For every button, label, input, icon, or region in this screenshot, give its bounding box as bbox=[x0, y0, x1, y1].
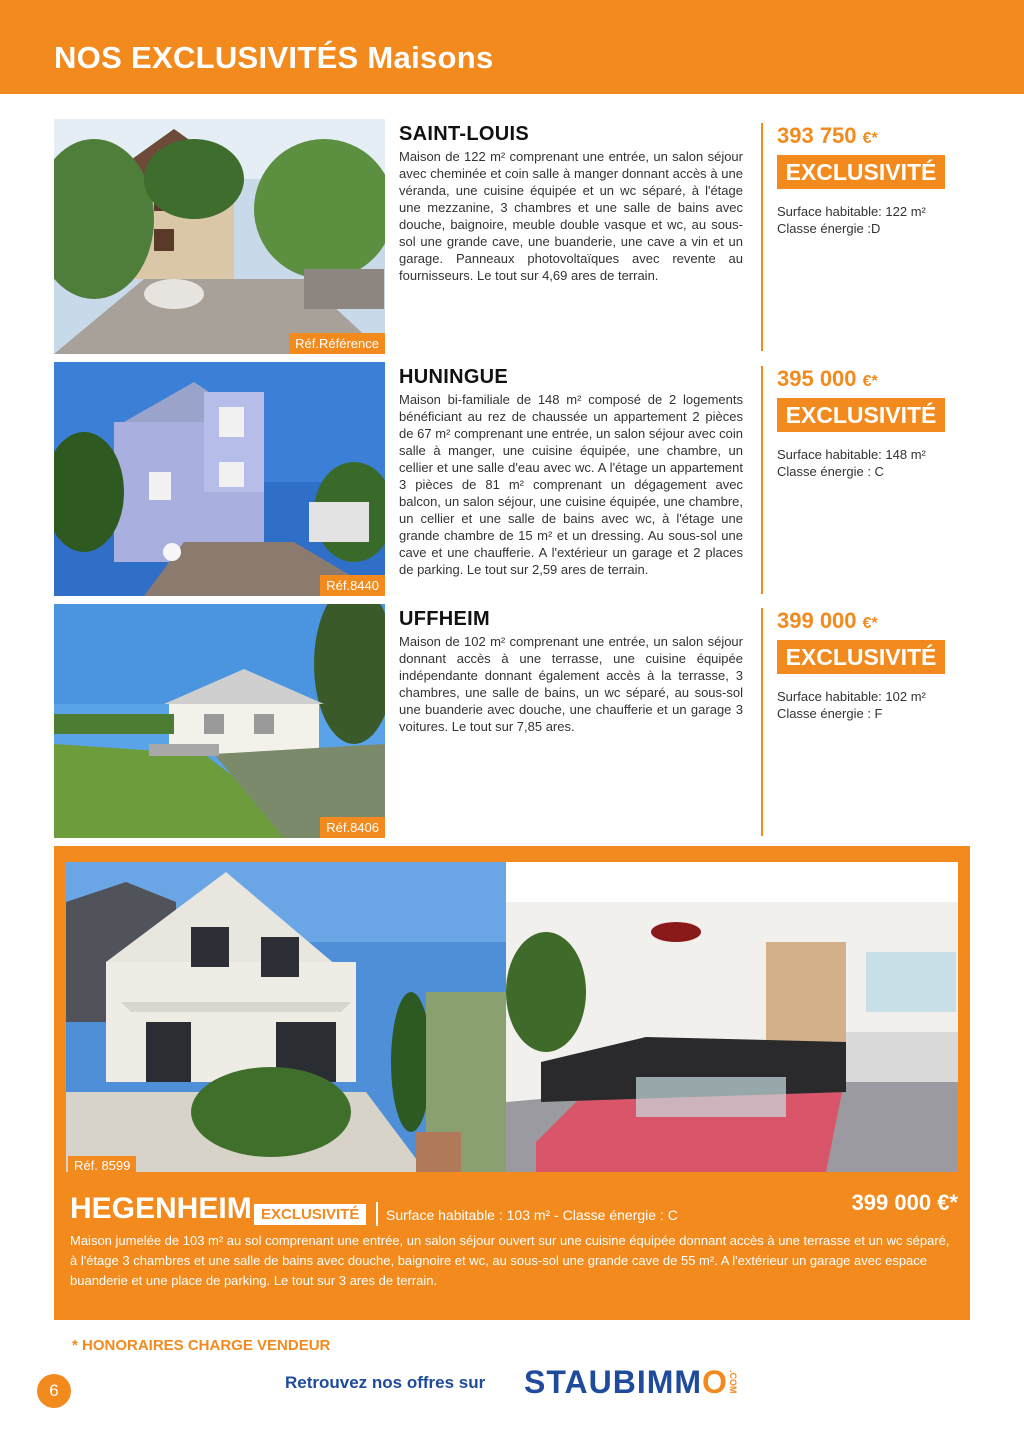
surface-label: Surface habitable: 148 m² bbox=[777, 447, 926, 462]
listing-city: UFFHEIM bbox=[399, 608, 490, 630]
listing-summary bbox=[777, 366, 957, 480]
featured-description: Maison jumelée de 103 m² au sol comprenant une entrée, un salon séjour ouvert sur une cuisine équipée donnant accès à une terrasse et un wc séparé, à l'étage 3 chambres et une salle de bains avec douche, baignoire et wc, au sous-sol une grande cave de 55 m². A l'extérieur un garage avec espace buanderie et une place de parking. Le tout sur 3 ares de terrain. bbox=[70, 1233, 950, 1288]
featured-city: HEGENHEIM bbox=[70, 1192, 252, 1225]
featured-photos[interactable] bbox=[66, 862, 958, 1172]
energy-class-label: Classe énergie : F bbox=[777, 706, 883, 721]
logo-suffix: .COM bbox=[728, 1370, 738, 1394]
listing-summary bbox=[777, 123, 957, 237]
exclusivity-badge: EXCLUSIVITÉ bbox=[777, 398, 945, 432]
staubimmo-logo[interactable]: STAUBIMMO bbox=[524, 1364, 728, 1400]
listing-description: Maison de 122 m² comprenant une entrée, un salon séjour avec cheminée et coin salle à manger donnant accès à une véranda, une cuisine équipée et un wc séparé, à l'étage une mezzanine, 3 chambres et une salle de bains avec douche, baignoire, meuble double vasque et wc, au sous-sol une grande cave, une buanderie, une cave a vin et un garage. Panneaux photovoltaïques avec revente au fournisseurs. Le tout sur 4,69 ares de terrain. bbox=[399, 149, 743, 283]
fees-note: * HONORAIRES CHARGE VENDEUR bbox=[72, 1337, 331, 1354]
listing-specs bbox=[777, 446, 957, 480]
listing-description: Maison de 102 m² comprenant une entrée, un salon séjour donnant accès à une terrasse, une cuisine équipée indépendante donnant également accès à la terrasse, 3 chambres, une salle de bains, un wc séparé, au sous-sol une buanderie avec douche, une chaufferie et un garage 3 voitures. Le tout sur 7,85 ares. bbox=[399, 634, 743, 734]
exclusivity-badge: EXCLUSIVITÉ bbox=[777, 640, 945, 674]
divider bbox=[761, 608, 763, 836]
divider bbox=[761, 123, 763, 351]
listing-photo[interactable] bbox=[54, 362, 385, 596]
listing-specs bbox=[777, 688, 957, 722]
listing-summary bbox=[777, 608, 957, 722]
listing-huningue bbox=[54, 362, 969, 596]
featured-price: 399 000 €* bbox=[851, 1190, 958, 1215]
listing-text bbox=[399, 366, 743, 578]
listing-city: HUNINGUE bbox=[399, 366, 509, 388]
listing-description: Maison bi-familiale de 148 m² composé de 2 logements bénéficiant au rez de chaussée un appartement 2 pièces de 67 m² comprenant une entrée, un salon séjour avec coin salle à manger, une cuisine équipée, une chambre, un cellier et une salle d'eau avec wc. A l'étage un appartement 3 pièces de 81 m² comprenant un dégagement avec balcon, un salon séjour, une cuisine équipée, une chambre, un cellier et une salle de bains avec wc, à l'étage une grande chambre de 15 m² et un dressing. Au sous-sol une cave et une chaufferie. A l'extérieur un garage et 2 places de parking. Le tout sur 2,59 ares de terrain. bbox=[399, 392, 743, 577]
listing-price: 393 750 €* bbox=[777, 123, 878, 148]
listing-uffheim bbox=[54, 604, 969, 838]
surface-label: Surface habitable: 102 m² bbox=[777, 689, 926, 704]
listing-price: 395 000 €* bbox=[777, 366, 878, 391]
divider bbox=[376, 1202, 378, 1226]
page-header bbox=[0, 0, 1024, 94]
reference-tag: Réf. 8599 bbox=[68, 1156, 136, 1175]
featured-listing bbox=[54, 846, 970, 1320]
listing-photo[interactable] bbox=[54, 604, 385, 838]
page-number: 6 bbox=[37, 1374, 71, 1408]
energy-class-label: Classe énergie :D bbox=[777, 221, 881, 236]
exclusivity-badge: EXCLUSIVITÉ bbox=[777, 155, 945, 189]
reference-tag: Réf.Référence bbox=[289, 333, 385, 354]
listing-text bbox=[399, 608, 743, 735]
listing-specs bbox=[777, 203, 957, 237]
featured-specs: Surface habitable : 103 m² - Classe énergie : C bbox=[386, 1207, 678, 1223]
page-title: NOS EXCLUSIVITÉS Maisons bbox=[54, 40, 494, 75]
reference-tag: Réf.8440 bbox=[320, 575, 385, 596]
listing-price: 399 000 €* bbox=[777, 608, 878, 633]
surface-label: Surface habitable: 122 m² bbox=[777, 204, 926, 219]
divider bbox=[761, 366, 763, 594]
listing-text bbox=[399, 123, 743, 284]
listing-photo[interactable] bbox=[54, 119, 385, 354]
reference-tag: Réf.8406 bbox=[320, 817, 385, 838]
energy-class-label: Classe énergie : C bbox=[777, 464, 884, 479]
listing-city: SAINT-LOUIS bbox=[399, 123, 529, 145]
exclusivity-badge: EXCLUSIVITÉ bbox=[254, 1204, 366, 1225]
offers-link-text[interactable]: Retrouvez nos offres sur bbox=[285, 1373, 486, 1392]
listing-saint-louis bbox=[54, 119, 969, 354]
